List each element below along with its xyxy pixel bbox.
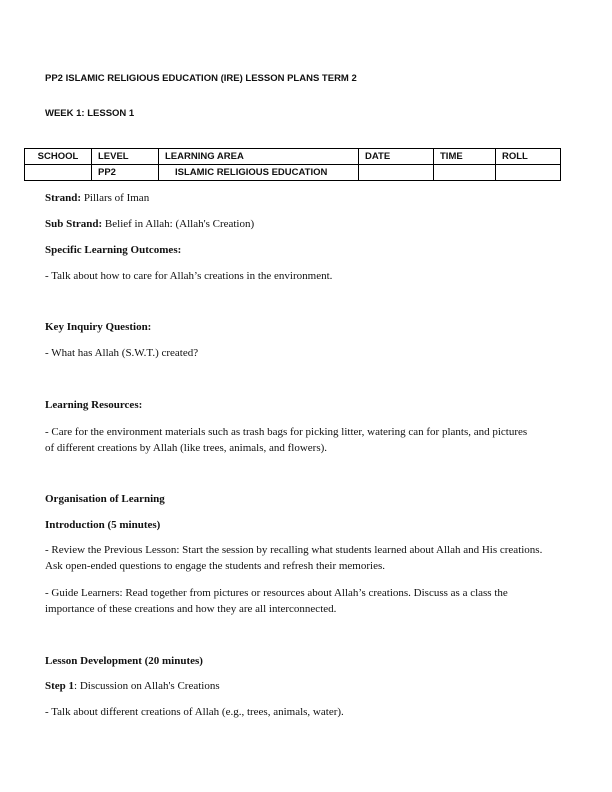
strand-line bbox=[45, 190, 545, 206]
step1-point: - Talk about different creations of Allah (e.g., trees, animals, water). bbox=[45, 706, 344, 718]
cell-level: PP2 bbox=[92, 165, 159, 181]
kiq-heading: Key Inquiry Question: bbox=[45, 321, 152, 333]
slo-text: - Talk about how to care for Allah’s creations in the environment. bbox=[45, 270, 333, 282]
cell-date bbox=[359, 165, 434, 181]
sub-strand-value: Belief in Allah: (Allah's Creation) bbox=[102, 218, 255, 230]
strand-value: Pillars of Iman bbox=[81, 192, 150, 204]
header-date: DATE bbox=[359, 149, 434, 165]
kiq-text: - What has Allah (S.W.T.) created? bbox=[45, 347, 199, 359]
header-level: LEVEL bbox=[92, 149, 159, 165]
sub-strand-label: Sub Strand: bbox=[45, 218, 103, 230]
header-school: SCHOOL bbox=[25, 149, 92, 165]
guide-text: - Guide Learners: Read together from pictures or resources about Allah’s creations. Discuss as a class the importance of these creations and how they are all interconnected. bbox=[45, 587, 508, 615]
slo-heading: Specific Learning Outcomes: bbox=[45, 244, 182, 256]
resources-heading: Learning Resources: bbox=[45, 399, 143, 411]
step1-title: : Discussion on Allah's Creations bbox=[74, 680, 220, 692]
lesson-info-table bbox=[24, 148, 561, 181]
organisation-heading: Organisation of Learning bbox=[45, 493, 165, 505]
document-title: PP2 ISLAMIC RELIGIOUS EDUCATION (IRE) LESSON PLANS TERM 2 bbox=[45, 73, 357, 84]
review-text: - Review the Previous Lesson: Start the session by recalling what students learned about Allah and His creations. Ask open-ended questions to engage the students and refresh their memories. bbox=[45, 544, 543, 572]
header-roll: ROLL bbox=[496, 149, 561, 165]
introduction-heading: Introduction (5 minutes) bbox=[45, 519, 161, 531]
header-learning-area: LEARNING AREA bbox=[159, 149, 359, 165]
cell-learning-area: ISLAMIC RELIGIOUS EDUCATION bbox=[159, 165, 359, 181]
cell-time bbox=[434, 165, 496, 181]
cell-school bbox=[25, 165, 92, 181]
strand-label: Strand: bbox=[45, 192, 82, 204]
week-lesson-heading: WEEK 1: LESSON 1 bbox=[45, 108, 135, 119]
development-heading: Lesson Development (20 minutes) bbox=[45, 655, 203, 667]
table-row bbox=[25, 165, 561, 181]
step1-label: Step 1 bbox=[45, 680, 75, 692]
step1-line bbox=[45, 678, 545, 694]
cell-roll bbox=[496, 165, 561, 181]
table-header-row bbox=[25, 149, 561, 165]
sub-strand-line bbox=[45, 216, 545, 232]
header-time: TIME bbox=[434, 149, 496, 165]
resources-text: - Care for the environment materials such as trash bags for picking litter, watering can for plants, and pictures of different creations by Allah (like trees, animals, and flowers). bbox=[45, 426, 528, 454]
